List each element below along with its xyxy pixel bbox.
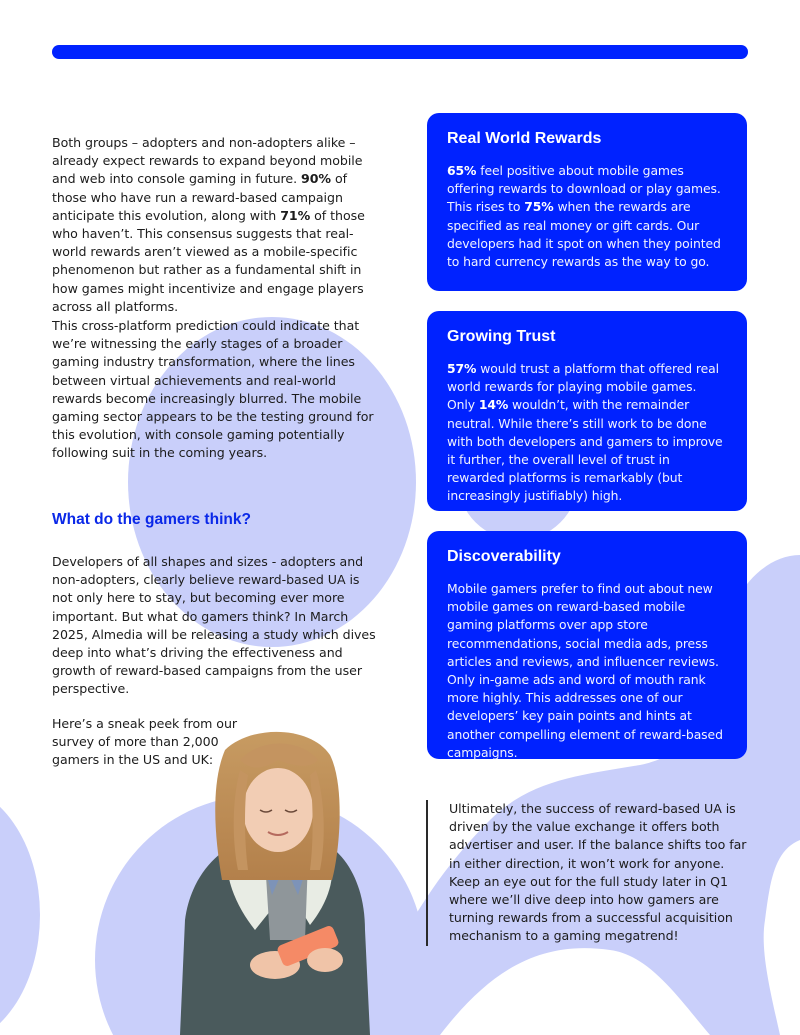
stat-adopters: 90% bbox=[300, 171, 331, 187]
survey-intro-paragraph: Here’s a sneak peek from our survey of more than 2,000 gamers in the US and UK: bbox=[52, 716, 238, 768]
card-body: Mobile gamers prefer to find out about new mobile games on reward-based mobile gaming platforms over app store recommendations, social media ads, press articles and reviews, and influencer reviews. Only in-game ads and word of mouth rank more highly. This addresses one of our developers’ key pain points and hints at another compelling element of reward-based campaigns. bbox=[447, 581, 723, 760]
stat-non-adopters: 71% bbox=[280, 207, 311, 223]
closing-quote bbox=[426, 800, 756, 946]
card-title: Real World Rewards bbox=[447, 130, 602, 147]
card-discoverability bbox=[427, 531, 747, 759]
section-heading: What do the gamers think? bbox=[52, 511, 251, 528]
intro-paragraph: Both groups – adopters and non-adopters alike – already expect rewards to expand beyond mobile and web into console gaming in future. 90% of those who have run a reward-based campaign anticipate this evolution, along with 71% of those who haven’t. This consensus suggests that real-world rewards aren’t viewed as a mobile-specific phenomenon but rather as a fundamental shift in how games might incentivize and engage players across all platforms. bbox=[52, 135, 365, 314]
card-growing-trust bbox=[427, 311, 747, 511]
card-title: Growing Trust bbox=[447, 328, 556, 345]
card-title: Discoverability bbox=[447, 548, 561, 565]
card-body: 65% feel positive about mobile games offering rewards to download or play games. This rises to 75% when the rewards are specified as real money or gift cards. Our developers had it spot on when they pointed to hard currency rewards as the way to go. bbox=[447, 163, 721, 270]
header-accent-bar bbox=[52, 45, 748, 59]
closing-quote-text: Ultimately, the success of reward-based UA is driven by the value exchange it offers both advertiser and user. If the balance shifts too far in either direction, it won’t work for anyone. Keep an eye out for the full study later in Q1 where we’ll dive deep into how gamers are turning rewards from a successful acquisition mechanism to a gaming megatrend! bbox=[449, 801, 747, 944]
gamers-study-paragraph: Developers of all shapes and sizes - adopters and non-adopters, clearly believe reward-based UA is not only here to stay, but becoming ever more important. But what do gamers think? In March 2025, Almedia will be releasing a study which dives deep into what’s driving the effectiveness and growth of reward-based campaigns from the user perspective. bbox=[52, 554, 376, 697]
card-body: 57% would trust a platform that offered real world rewards for playing mobile games. Only 14% wouldn’t, with the remainder neutral. While there’s still work to be done with both developers and gamers to improve it further, the overall level of trust in rewarded platforms is remarkably (but increasingly justifiably) high. bbox=[447, 361, 723, 504]
card-real-world-rewards bbox=[427, 113, 747, 291]
woman-with-phone-photo bbox=[160, 730, 395, 1035]
cross-platform-paragraph: This cross-platform prediction could indicate that we’re witnessing the early stages of a broader gaming industry transformation, where the lines between virtual achievements and real-world rewards become increasingly blurred. The mobile gaming sector appears to be the testing ground for this evolution, with console gaming potentially following suit in the coming years. bbox=[52, 318, 374, 461]
decorative-blob bbox=[0, 785, 40, 1035]
